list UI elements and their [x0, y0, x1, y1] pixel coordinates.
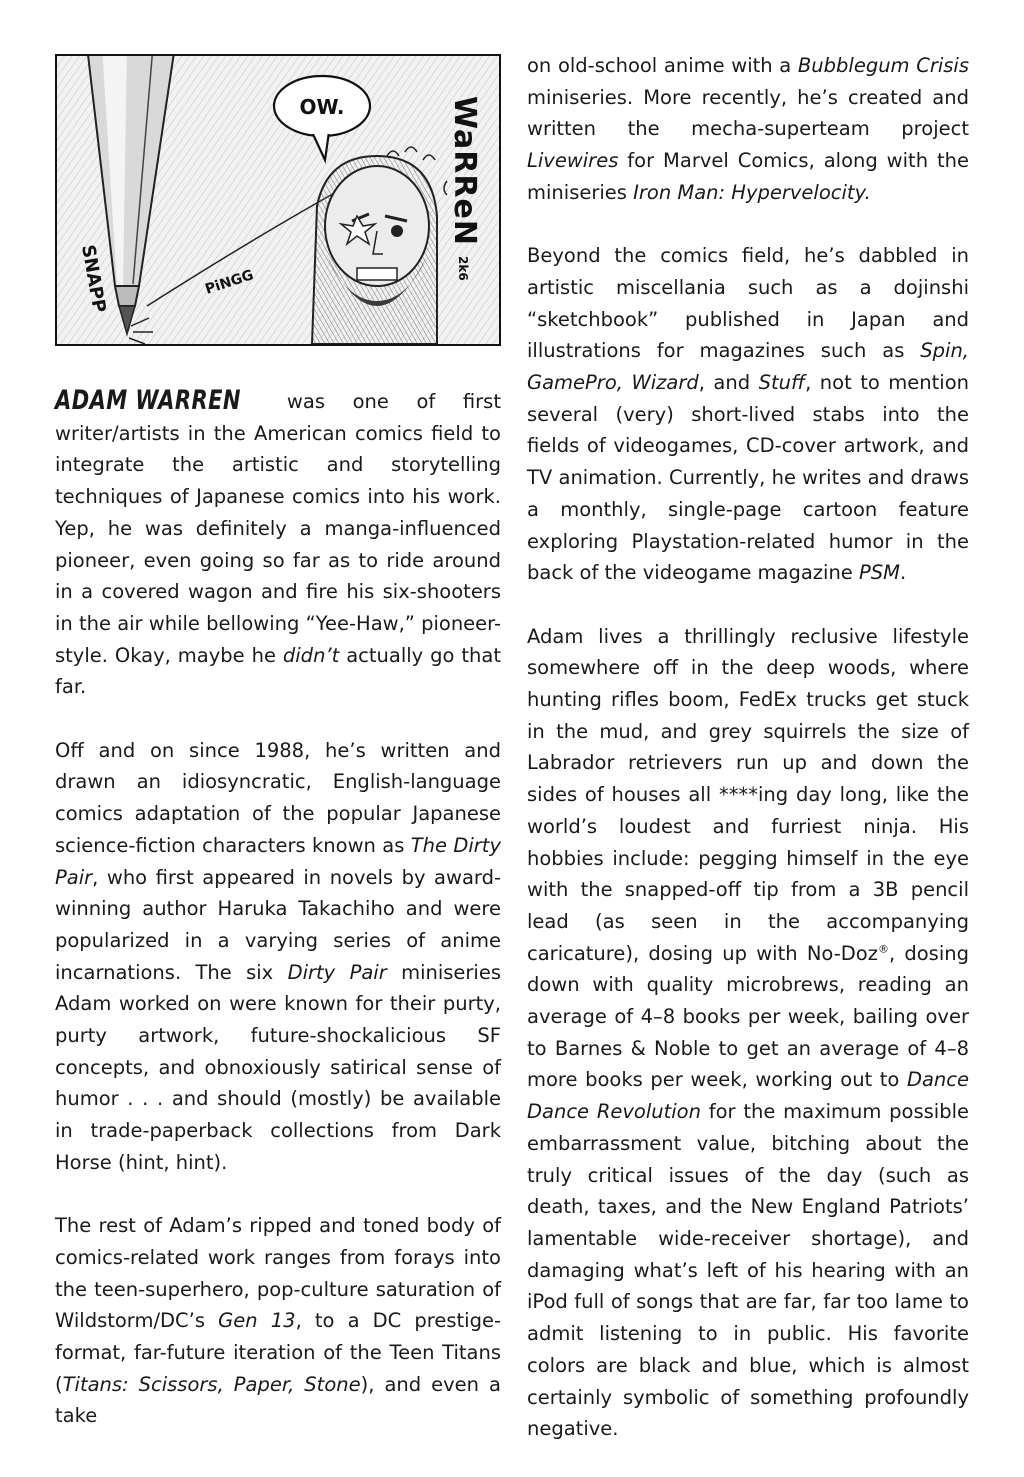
bio-p2-title-1: The Dirty Pair — [55, 833, 501, 889]
bio-paragraph-4 — [527, 50, 969, 209]
bio-p5-text-d: . — [899, 561, 907, 585]
bio-p2-title-2: Dirty Pair — [287, 960, 387, 984]
bio-p3-text-c: ), and even a take — [55, 1372, 501, 1428]
bio-p4-text-a: on old-school anime with a — [527, 54, 798, 77]
bio-p1-emphasis: didn’t — [282, 643, 340, 667]
bio-p2-text-a: Off and on since 1988, he’s written and drawn an idiosyncratic, English-language comics adaptation of the popular Japanese science-fiction characters known as — [55, 738, 501, 857]
bio-paragraph-3 — [55, 1210, 501, 1432]
bio-p6-text-b: , dosing down with quality microbrews, reading an average of 4–8 books per week, bailing over to Barnes & Noble to get an average of 4–8 more books per week, working out to — [527, 941, 969, 1092]
signature-year-text: 2k6 — [456, 256, 470, 281]
signature-text: WaRReN — [447, 96, 482, 246]
bio-p4-title-1: Bubblegum Crisis — [797, 54, 969, 77]
caricature-drawing — [57, 56, 499, 344]
left-column — [55, 385, 501, 1464]
bio-p1-end: actually go that far. — [55, 643, 501, 699]
bio-paragraph-5 — [527, 240, 969, 589]
snap-sfx-text: SNAPP — [77, 243, 110, 315]
bio-paragraph-6 — [527, 621, 969, 1445]
bio-p2-text-b: , who first appeared in novels by award-winning author Haruka Takachiho and were popularized in a varying series of anime incarnations. The six — [55, 865, 501, 984]
bio-p4-text-c: for Marvel Comics, along with the miniseries — [527, 149, 969, 204]
bio-p3-title-2: Titans: Scissors, Paper, Stone — [62, 1372, 361, 1396]
bio-p3-text-a: The rest of Adam’s ripped and toned body of comics-related work ranges from forays into the teen-superhero, pop-culture saturation of Wildstorm/DC’s — [55, 1214, 501, 1333]
bio-p6-game-title: Dance Dance Revolution — [527, 1068, 969, 1124]
bio-p5-text-c: , not to mention several (very) short-lived stabs into the fields of videogames, CD-cover artwork, and TV animation. Currently, he writes and draws a monthly, single-page cartoon feature exploring Playstation-related humor in the back of the videogame magazine — [527, 371, 969, 585]
bio-paragraph-1 — [55, 385, 501, 703]
name-heading: ADAM WARREN — [55, 385, 241, 416]
bio-p4-title-2: Livewires — [527, 149, 619, 173]
right-column — [527, 50, 969, 1477]
bio-p3-title-1: Gen 13 — [218, 1309, 296, 1333]
ping-sfx-text: PiNGG — [203, 267, 256, 298]
bio-p4-text-b: miniseries. More recently, he’s created and written the mecha-superteam project — [527, 85, 969, 141]
caricature-illustration — [55, 54, 501, 346]
bio-p5-text-a: Beyond the comics field, he’s dabbled in artistic miscellania such as a dojinshi “sketchbook” published in Japan and illustrations for magazines such as — [527, 244, 969, 363]
bio-p6-text-a: Adam lives a thrillingly reclusive lifestyle somewhere off in the deep woods, where hunting rifles boom, FedEx trucks get stuck in the mud, and grey squirrels the size of Labrador retrievers run up and down the sides of houses all ****ing day long, like the world’s loudest and furriest ninja. His hobbies include: pegging himself in the eye with the snapped-off tip from a 3B pencil lead (as seen in the accompanying caricature), dosing up with No-Doz — [527, 624, 969, 965]
bio-p3-text-b: , to a DC prestige-format, far-future iteration of the Teen Titans ( — [55, 1309, 501, 1396]
bio-paragraph-2 — [55, 735, 501, 1179]
bio-p2-text-c: miniseries Adam worked on were known for their purty, purty artwork, future-shockalicious SF concepts, and obnoxiously satirical sense of humor . . . and should (mostly) be available in trade-paperback collections from Dark Horse (hint, hint). — [55, 960, 502, 1174]
bio-p5-magazine-psm: PSM — [859, 561, 900, 585]
bio-p5-text-b: , and — [698, 371, 759, 395]
bio-p6-text-c: for the maximum possible embarrassment value, bitching about the truly critical issues of the day (such as death, taxes, and the New England Patriots’ lamentable wide-receiver shortage), and damaging what’s left of his hearing with an iPod full of songs that are far, far too lame to admit listening to in public. His favorite colors are black and blue, which is almost certainly symbolic of something profoundly negative. — [527, 1100, 969, 1441]
bio-p1-text: was one of first writer/artists in the American comics field to integrate the artistic and storytelling techniques of Japanese comics into his work. Yep, he was definitely a manga-influenced pioneer, even going so far as to ride around in a covered wagon and fire his six-shooters in the air while bellowing “Yee-Haw,” pioneer-style. Okay, maybe he — [55, 390, 501, 667]
bio-p4-title-3: Iron Man: Hypervelocity. — [633, 180, 871, 204]
registered-mark: ® — [877, 942, 889, 956]
bio-p5-magazine-stuff: Stuff — [758, 371, 806, 395]
speech-bubble-text: OW. — [299, 95, 345, 119]
bio-p5-magazines: Spin, GamePro, Wizard — [527, 339, 969, 395]
caricature-head — [312, 156, 437, 344]
